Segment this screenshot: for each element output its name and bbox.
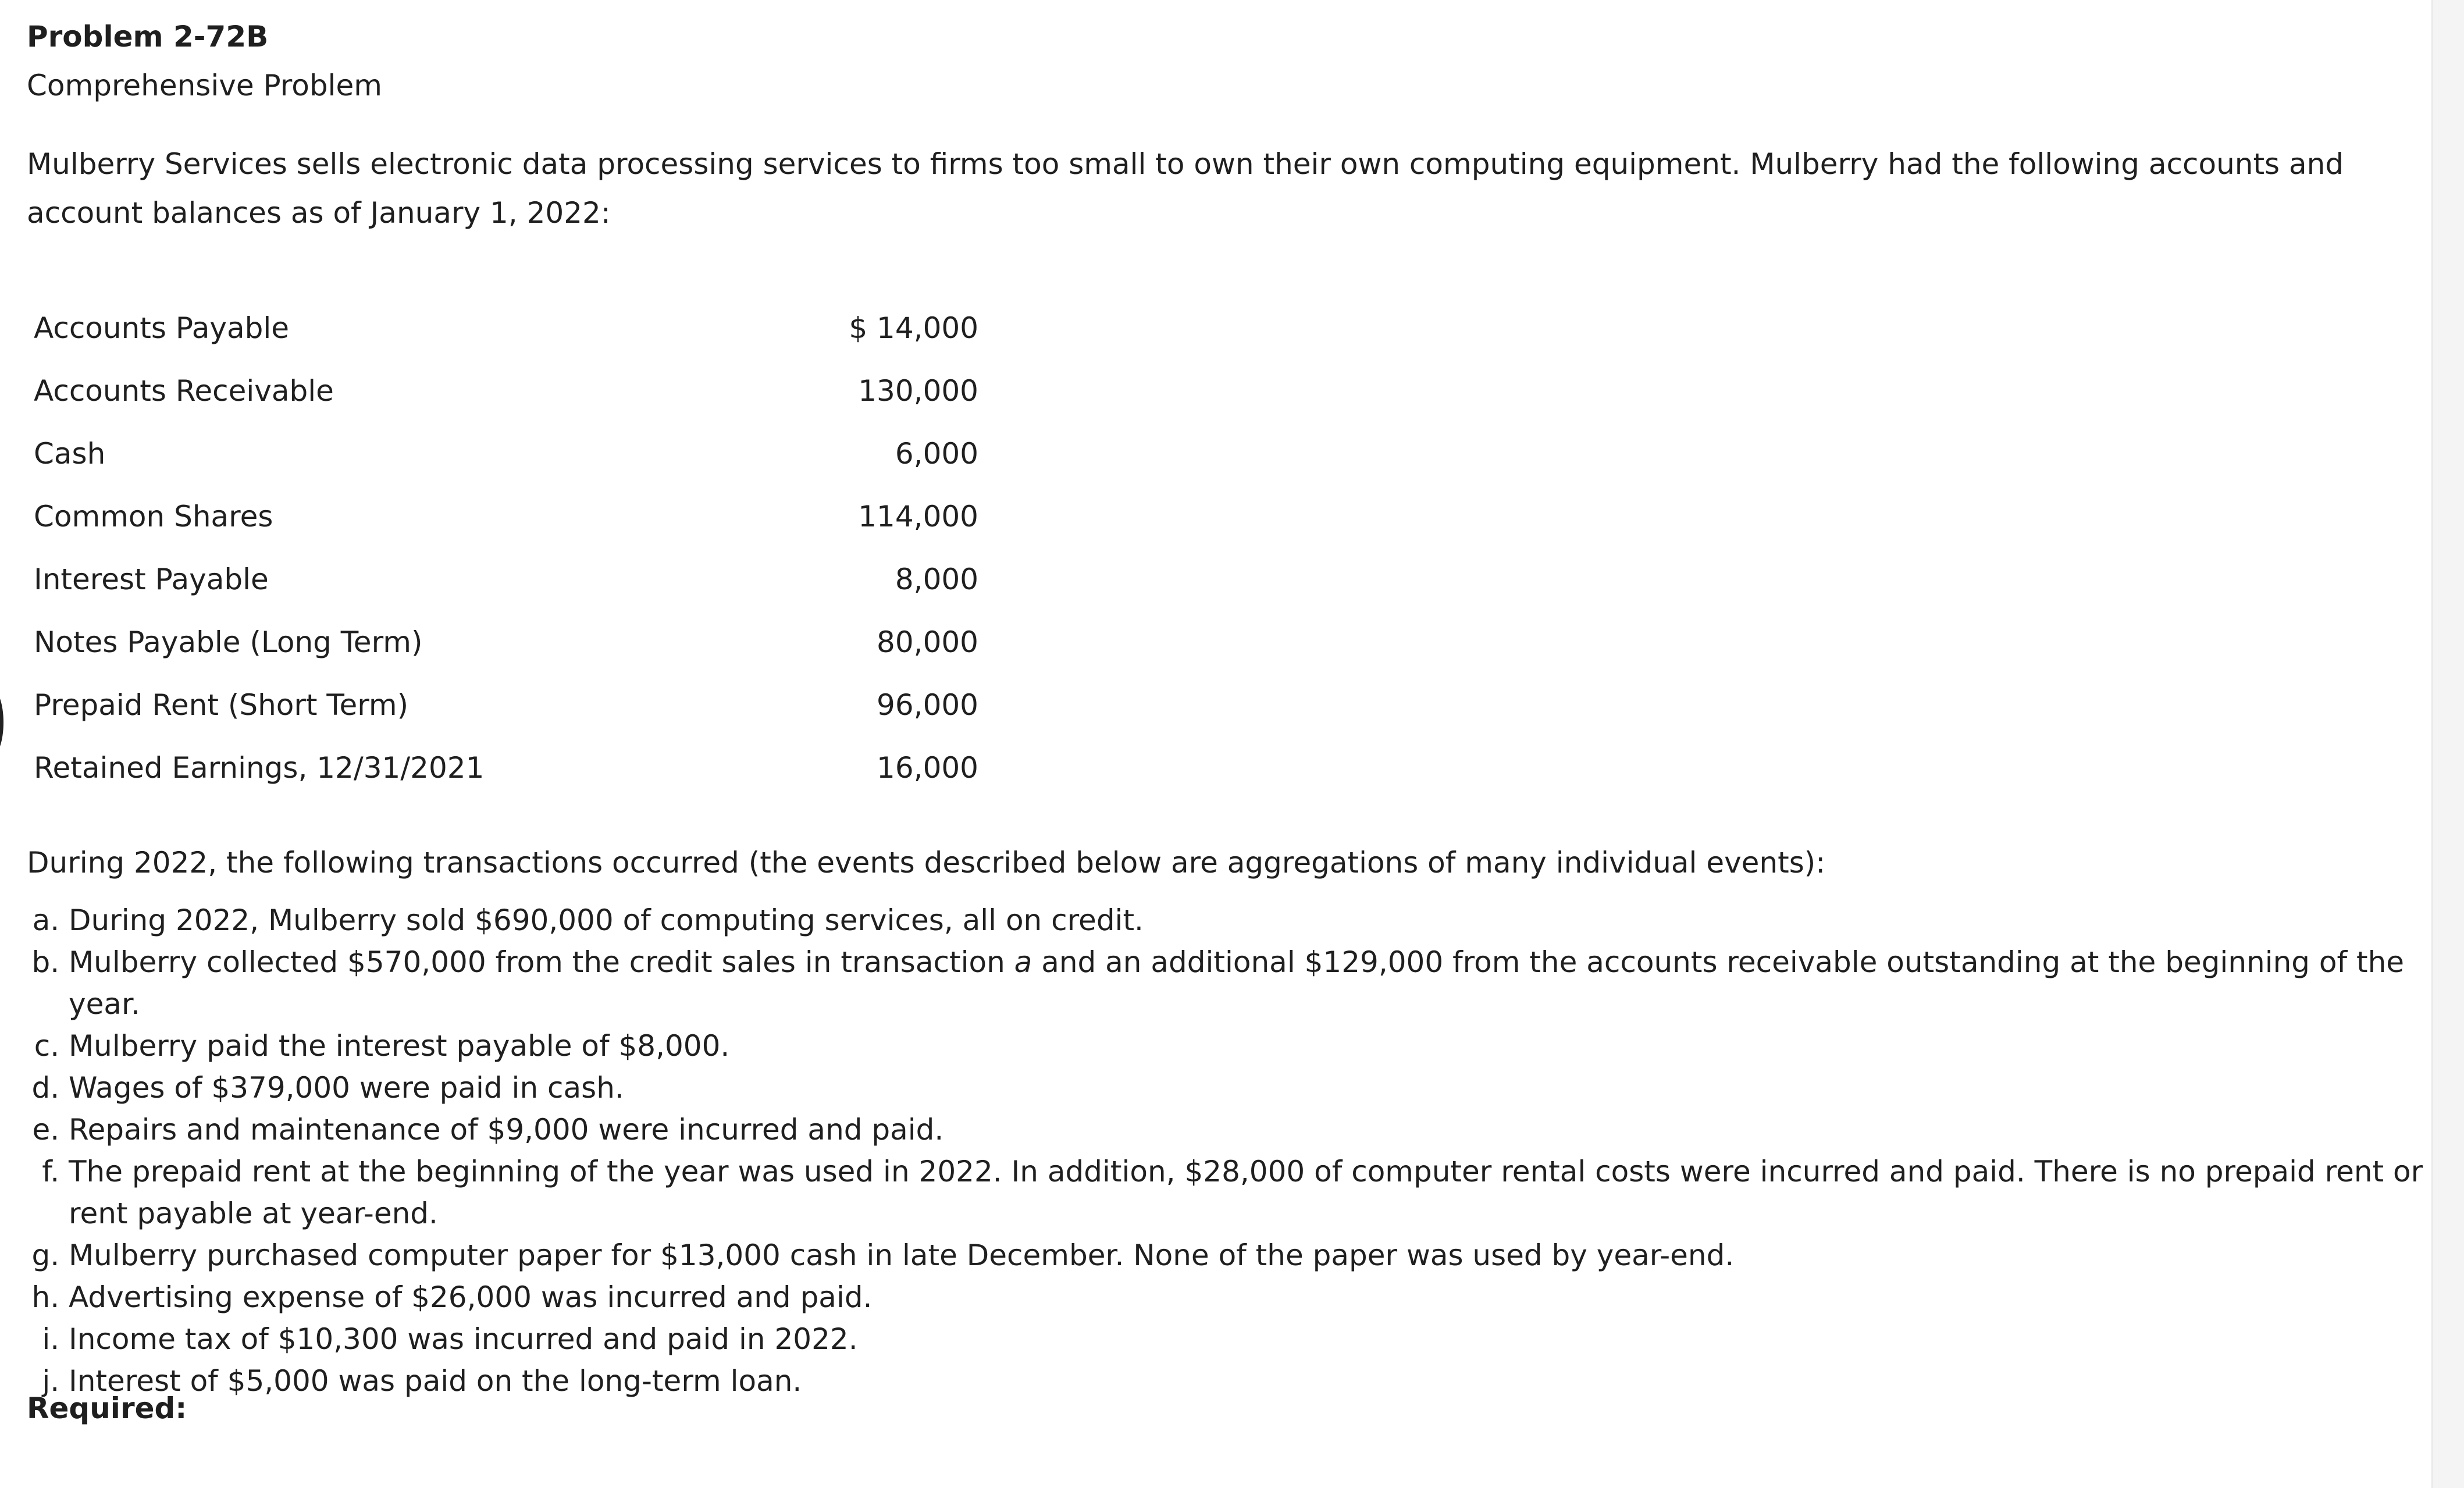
transaction-item: h. Advertising expense of $26,000 was incurred and paid. (69, 1276, 2464, 1318)
account-name: Interest Payable (34, 563, 269, 596)
transaction-text: and an additional $129,000 from the accounts receivable outstanding at the beginning of the year. (69, 945, 2405, 1021)
table-row (27, 485, 978, 548)
account-amount: 130,000 (858, 374, 978, 408)
account-name: Retained Earnings, 12/31/2021 (34, 751, 485, 785)
transaction-item: c. Mulberry paid the interest payable of $8,000. (69, 1025, 2464, 1067)
transaction-item (69, 941, 2464, 1025)
problem-subtitle: Comprehensive Problem (27, 69, 382, 102)
transaction-item: j. Interest of $5,000 was paid on the long-term loan. (69, 1360, 2464, 1402)
account-amount: 96,000 (877, 688, 978, 722)
account-balances-table (27, 297, 978, 799)
transaction-item: a. During 2022, Mulberry sold $690,000 of computing services, all on credit. (69, 899, 2464, 941)
transactions-intro: During 2022, the following transactions occurred (the events described below are aggregations of many individual events): (27, 846, 1826, 880)
problem-title: Problem 2-72B (27, 20, 269, 54)
transaction-item: d. Wages of $379,000 were paid in cash. (69, 1067, 2464, 1109)
table-row (27, 736, 978, 799)
account-name: Cash (34, 437, 106, 471)
transactions-list (0, 899, 2464, 1402)
side-circle-marker (0, 688, 3, 757)
account-name: Accounts Receivable (34, 374, 334, 408)
transaction-reference: a (1014, 945, 1032, 979)
account-amount: 8,000 (895, 563, 978, 596)
account-name: Prepaid Rent (Short Term) (34, 688, 409, 722)
required-heading: Required: (27, 1391, 187, 1425)
page-scroll-gutter[interactable] (2431, 0, 2464, 1488)
table-row (27, 359, 978, 422)
account-amount: 6,000 (895, 437, 978, 471)
account-amount: 80,000 (877, 625, 978, 659)
transaction-item: e. Repairs and maintenance of $9,000 were incurred and paid. (69, 1109, 2464, 1151)
account-name: Notes Payable (Long Term) (34, 625, 423, 659)
transaction-item: i. Income tax of $10,300 was incurred and paid in 2022. (69, 1318, 2464, 1360)
table-row (27, 548, 978, 611)
transaction-item: f. The prepaid rent at the beginning of the year was used in 2022. In addition, $28,000 of computer rental costs were incurred and paid. There is no prepaid rent or rent payable at year-end. (69, 1151, 2464, 1234)
problem-intro: Mulberry Services sells electronic data processing services to firms too small to own their own computing equipment. Mulberry had the following accounts and account balances as of January 1, 2022: (27, 147, 2344, 230)
transaction-item: g. Mulberry purchased computer paper for $13,000 cash in late December. None of the paper was used by year-end. (69, 1234, 2464, 1276)
account-amount: 114,000 (858, 500, 978, 533)
account-name: Common Shares (34, 500, 273, 533)
table-row (27, 422, 978, 485)
account-name: Accounts Payable (34, 311, 289, 345)
table-row (27, 297, 978, 359)
account-amount: 16,000 (877, 751, 978, 785)
transaction-text: Mulberry collected $570,000 from the credit sales in transaction (69, 945, 1014, 979)
account-amount: $ 14,000 (849, 311, 978, 345)
table-row (27, 674, 978, 736)
table-row (27, 611, 978, 674)
